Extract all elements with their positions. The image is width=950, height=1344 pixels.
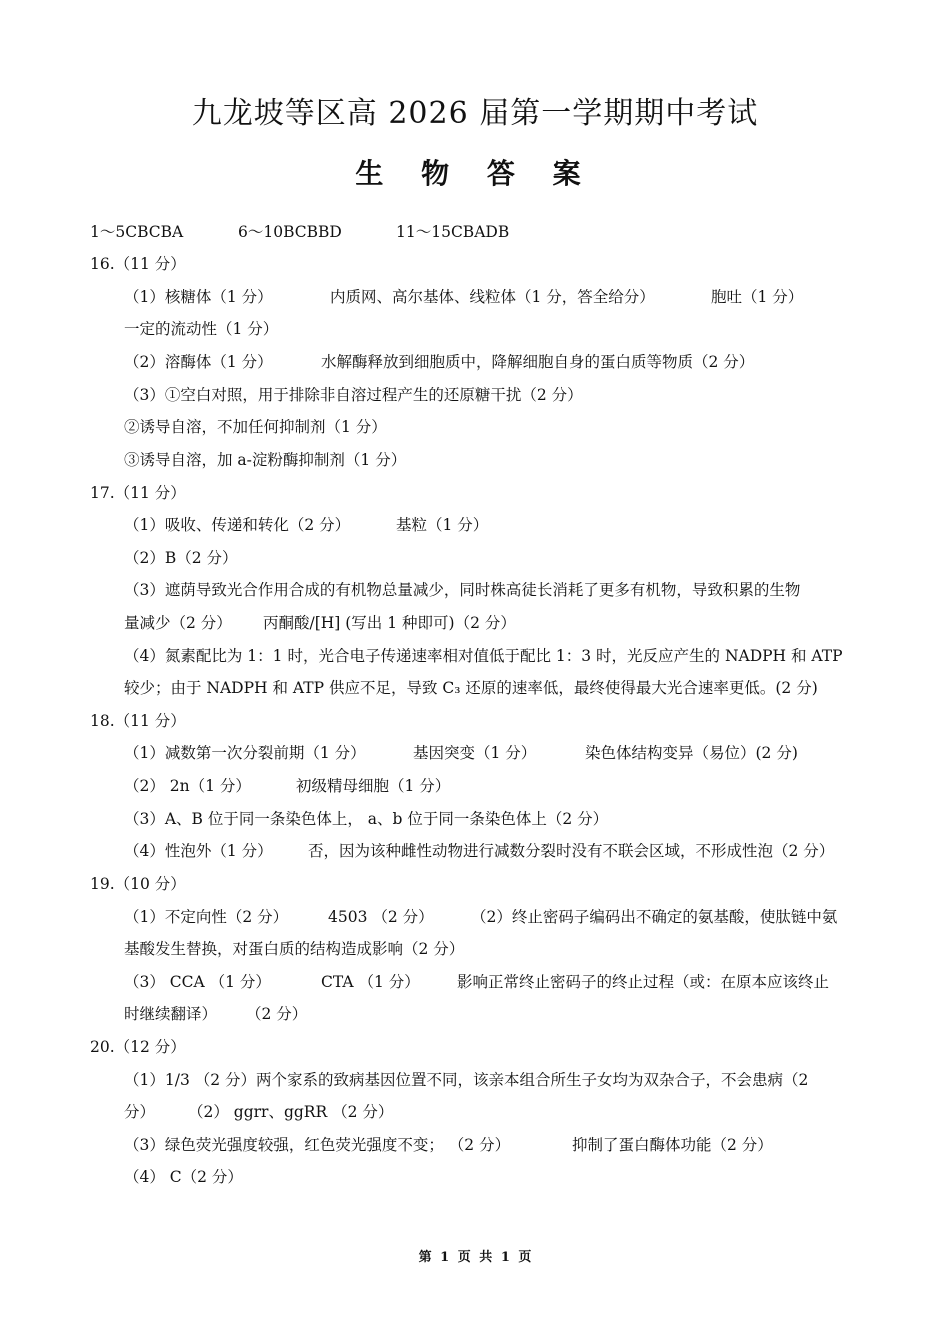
mc-answers-1-5: 1～5CBCBA [90,223,184,241]
q17-part4-line2: 较少；由于 NADPH 和 ATP 供应不足，导致 C₃ 还原的速率低，最终使得最大光合速率更低。(2 分) [124,679,818,697]
footer-page-number: 1 [440,1250,450,1265]
q16-part3-1: （3）①空白对照，用于排除非自溶过程产生的还原糖干扰（2 分） [124,386,583,404]
q18-heading: 18.（11 分） [90,712,186,730]
q19-part3-a: （3） CCA （1 分） [124,973,271,991]
q19-part1-b: 4503 （2 分） [328,908,434,926]
q19-part2-cont: 基酸发生替换，对蛋白质的结构造成影响（2 分） [124,940,465,958]
q20-part3-b: 抑制了蛋白酶体功能（2 分） [572,1136,773,1154]
q19-part1-a: （1）不定向性（2 分） [124,908,289,926]
q18-part3: （3）A、B 位于同一条染色体上， a、b 位于同一条染色体上（2 分） [124,810,609,828]
q18-part1-a: （1）减数第一次分裂前期（1 分） [124,744,366,762]
q17-part4-line1: （4）氮素配比为 1：1 时，光合电子传递速率相对值低于配比 1：3 时，光反应产生的 NADPH 和 ATP [124,647,843,665]
q16-part2-a: （2）溶酶体（1 分） [124,353,273,371]
q16-part1-cont: 一定的流动性（1 分） [124,320,279,338]
q17-part3-line1: （3）遮荫导致光合作用合成的有机物总量减少，同时株高徒长消耗了更多有机物，导致积累的生物 [124,581,801,599]
mc-answers-6-10: 6～10BCBBD [238,223,342,241]
q18-part2-b: 初级精母细胞（1 分） [296,777,451,795]
q18-part2-a: （2） 2n（1 分） [124,777,251,795]
q19-heading: 19.（10 分） [90,875,186,893]
mc-answers-11-15: 11～15CBADB [396,223,510,241]
q16-part2-b: 水解酶释放到细胞质中，降解细胞自身的蛋白质等物质（2 分） [321,353,755,371]
q18-part1-b: 基因突变（1 分） [413,744,537,762]
q16-part1-c: 胞吐（1 分） [711,288,804,306]
q17-part1-a: （1）吸收、传递和转化（2 分） [124,516,351,534]
q17-part1-b: 基粒（1 分） [396,516,489,534]
footer-word-gong: 共 [479,1250,493,1265]
footer-word-ye: 页 [457,1250,471,1265]
q17-heading: 17.（11 分） [90,484,186,502]
q16-part1-a: （1）核糖体（1 分） [124,288,273,306]
q20-heading: 20.（12 分） [90,1038,186,1056]
q20-part2: （2） ggrr、ggRR （2 分） [188,1103,394,1121]
footer-word-ye-2: 页 [518,1250,532,1265]
q17-part3-b: 丙酮酸/[H] (写出 1 种即可)（2 分） [263,614,516,632]
q19-part2-a: （2）终止密码子编码出不确定的氨基酸，使肽链中氨 [471,908,838,926]
q18-part1-c: 染色体结构变异（易位）(2 分) [585,744,798,762]
q16-heading: 16.（11 分） [90,255,186,273]
q16-part3-2: ②诱导自溶，不加任何抑制剂（1 分） [124,418,387,436]
q17-part2: （2）B（2 分） [124,549,238,567]
q18-part4-b: 否，因为该种雌性动物进行减数分裂时没有不联会区域，不形成性泡（2 分） [308,842,835,860]
q20-part1-line1: （1）1/3 （2 分）两个家系的致病基因位置不同，该亲本组合所生子女均为双杂合子，不会患病（2 [124,1071,809,1089]
q19-part3-e: （2 分） [246,1005,308,1023]
page-subtitle: 生 物 答 案 [355,157,595,190]
q16-part1-b: 内质网、高尔基体、线粒体（1 分，答全给分） [330,288,655,306]
q20-part4: （4） C（2 分） [124,1168,243,1186]
footer-word-di: 第 [418,1250,432,1265]
q20-part3-a: （3）绿色荧光强度较强，红色荧光强度不变； （2 分） [124,1136,511,1154]
q20-part1-end: 分） [124,1103,156,1121]
page-footer [0,1246,950,1265]
q19-part3-b: CTA （1 分） [321,973,420,991]
q19-part3-d: 时继续翻译） [124,1005,218,1023]
q19-part3-c: 影响正常终止密码子的终止过程（或：在原本应该终止 [457,973,830,991]
footer-total-pages: 1 [500,1250,510,1265]
q17-part3-a: 量减少（2 分） [124,614,232,632]
q18-part4-a: （4）性泡外（1 分） [124,842,273,860]
q16-part3-3: ③诱导自溶，加 a-淀粉酶抑制剂（1 分） [124,451,407,469]
page-title: 九龙坡等区高 2026 届第一学期期中考试 [191,96,759,131]
